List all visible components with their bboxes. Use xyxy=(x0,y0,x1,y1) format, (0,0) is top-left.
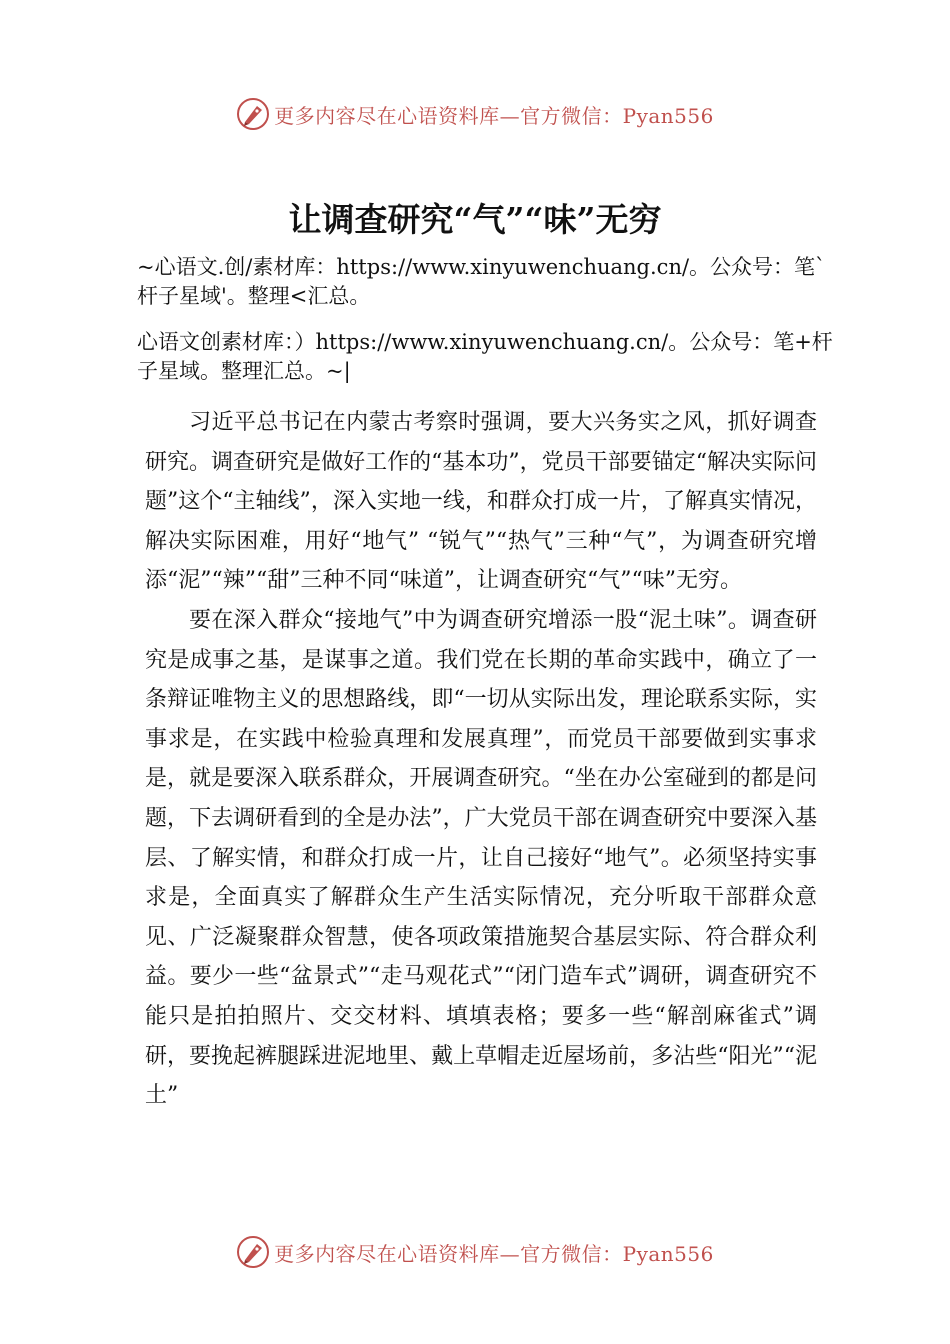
paragraph: 习近平总书记在内蒙古考察时强调，要大兴务实之风，抓好调查研究。调查研究是做好工作的“基本功”，党员干部要锚定“解决实际问题”这个“主轴线”，深入实地一线，和群众打成一片，了解真实情况，解决实际困难，用好“地气” “锐气”“热气”三种“气”，为调查研究增添“泥”“辣”“甜”三种不同“味道”，让调查研究“气”“味”无穷。 xyxy=(145,410,817,594)
source-notice: 心语文创素材库：）https://www.xinyuwenchuang.cn/。公众号：笔+杆子星域。整理汇总。~| xyxy=(137,330,833,383)
pen-nib-logo-icon xyxy=(236,97,270,131)
header-banner xyxy=(0,94,950,134)
paragraph: 要在深入群众“接地气”中为调查研究增添一股“泥土味”。调查研究是成事之基，是谋事之道。我们党在长期的革命实践中，确立了一条辩证唯物主义的思想路线，即“一切从实际出发，理论联系实际，实事求是，在实践中检验真理和发展真理”，而党员干部要做到实事求是，就是要深入联系群众，开展调查研究。“坐在办公室碰到的都是问题，下去调研看到的全是办法”，广大党员干部在调查研究中要深入基层、了解实情，和群众打成一片，让自己接好“地气”。必须坚持实事求是，全面真实了解群众生产生活实际情况，充分听取干部群众意见、广泛凝聚群众智慧，使各项政策措施契合基层实际、符合群众利益。要少一些“盆景式”“走马观花式”“闭门造车式”调研，调查研究不能只是拍拍照片、交交材料、填填表格；要多一些“解剖麻雀式”调研，要挽起裤腿踩进泥地里、戴上草帽走近屋场前，多沾些“阳光”“泥土” xyxy=(145,607,817,1109)
document-title: 让调查研究“气”“味”无穷 xyxy=(288,200,662,239)
banner-text: 更多内容尽在心语资料库—官方微信：Pyan556 xyxy=(274,1241,714,1266)
footer-banner xyxy=(0,1232,950,1272)
document-body xyxy=(145,403,817,1116)
banner-text: 更多内容尽在心语资料库—官方微信：Pyan556 xyxy=(274,103,714,128)
pen-nib-logo-icon xyxy=(236,1235,270,1269)
source-notice: ~心语文.创/素材库：https://www.xinyuwenchuang.cn/。公众号：笔`杆子星域'。整理<汇总。 xyxy=(137,255,826,308)
